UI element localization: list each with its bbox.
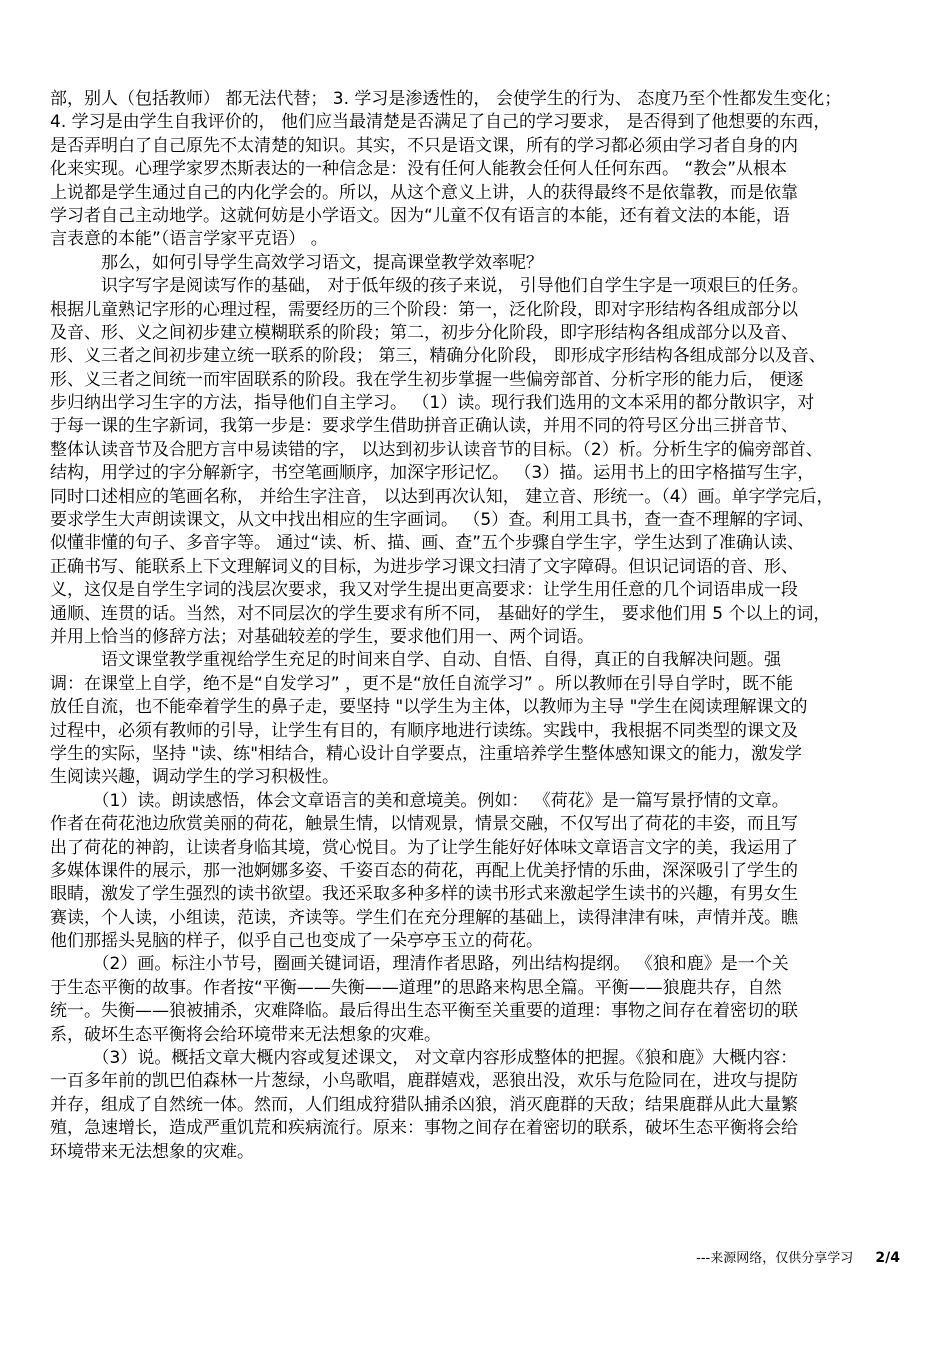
text-line: 作者在荷花池边欣赏美丽的荷花，触景生情，以情观景，情景交融，不仅写出了荷花的丰姿，而且写 (50, 814, 798, 835)
text-line: 4. 学习是由学生自我评价的， 他们应当最清楚是否满足了自己的学习要求， 是否得到了他想要的东西， (50, 112, 831, 133)
text-line: 同时口述相应的笔画名称， 并给生字注音， 以达到再次认知， 建立音、形统一。（4）画。单字学完后， (50, 486, 834, 507)
text-line: （3）说。概括文章大概内容或复述课文， 对文章内容形成整体的把握。《狼和鹿》大概内容： (50, 1048, 798, 1069)
text-line: 是否弄明白了自己原先不太清楚的知识。其实，不只是语文课，所有的学习都必须由学习者自身的内 (50, 135, 798, 156)
text-line: 多媒体课件的展示，那一池婀娜多姿、千姿百态的荷花，再配上优美抒情的乐曲，深深吸引了学生的 (50, 860, 798, 881)
text-line: 统一。失衡——狼被捕杀，灾难降临。最后得出生态平衡至关重要的道理：事物之间存在着密切的联 (50, 1001, 798, 1022)
text-line: 于每一课的生字新词，我第一步是：要求学生借助拼音正确认读，并用不同的符号区分出三拼音节、 (50, 416, 798, 437)
text-line: 学生的实际，坚持 "读、练"相结合，精心设计自学要点，注重培养学生整体感知课文的能力，激发学 (50, 743, 803, 764)
text-line: 形、义三者之间统一而牢固联系的阶段。我在学生初步掌握一些偏旁部首、分析字形的能力后， 便逐 (50, 369, 804, 390)
text-line: 一百多年前的凯巴伯森林一片葱绿，小鸟歌唱，鹿群嬉戏，恶狼出没，欢乐与危险同在，进攻与提防 (50, 1071, 798, 1092)
text-line: 通顺、连贯的话。当然，对不同层次的学生要求有所不同， 基础好的学生， 要求他们用 5 个以上的词， (50, 603, 831, 624)
text-line: 调：在课堂上自学，绝不是“自发学习” ，更不是“放任自流学习” 。所以教师在引导自学时，既不能 (50, 673, 794, 694)
text-line: 形、义三者之间初步建立统一联系的阶段； 第三，精确分化阶段， 即形成字形结构各组成部分以及音、 (50, 346, 826, 367)
text-line: 学习者自己主动地学。这就何妨是小学语文。因为“儿童不仅有语言的本能，还有着文法的本能，语 (50, 205, 790, 226)
text-line: 于生态平衡的故事。作者按“平衡——失衡——道理”的思路来构思全篇。平衡——狼鹿共存，自然 (50, 977, 782, 998)
text-line: 那么，如何引导学生高效学习语文，提高课堂教学效率呢？ (50, 252, 543, 273)
text-line: 要求学生大声朗读课文，从文中找出相应的生字画词。 （5）查。利用工具书，查一查不理解的字词、 (50, 510, 815, 531)
text-line: 并存，组成了自然统一体。然而，人们组成狩猎队捕杀凶狼，消灭鹿群的天敌；结果鹿群从此大量繁 (50, 1094, 798, 1115)
text-line: 及音、形、义之间初步建立模糊联系的阶段；第二，初步分化阶段，即字形结构各组成部分以及音、 (50, 322, 798, 343)
text-line: （2）画。标注小节号，圈画关键词语，理清作者思路，列出结构提纲。 《狼和鹿》是一个关 (50, 954, 789, 975)
text-line: 过程中，必须有教师的引导，让学生有目的，有顺序地进行读练。实践中，我根据不同类型的课文及 (50, 720, 798, 741)
text-line: 化来实现。心理学家罗杰斯表达的一种信念是：没有任何人能教会任何人任何东西。 “教会”从根本 (50, 159, 788, 180)
footer-source: ---来源网络，仅供分享学习 (696, 1251, 854, 1266)
text-line: 上说都是学生通过自己的内化学会的。所以，从这个意义上讲，人的获得最终不是依靠教，而是依靠 (50, 182, 798, 203)
page-number: 2/4 (875, 1250, 900, 1266)
text-line: 言表意的本能”（语言学家平克语） 。 (50, 229, 328, 250)
text-line: 正确书写、能联系上下文理解词义的目标，为进步学习课文扫清了文字障碍。但识记词语的音、形、 (50, 556, 798, 577)
text-line: 部，别人（包括教师） 都无法代替； 3. 学习是渗透性的， 会使学生的行为、 态度乃至个性都发生变化； (50, 89, 842, 109)
text-line: 他们那摇头晃脑的样子，似乎自己也变成了一朵亭亭玉立的荷花。 (50, 931, 543, 952)
document-body (50, 88, 900, 1164)
text-line: 生阅读兴趣，调动学生的学习积极性。 (50, 767, 339, 788)
text-line: （1）读。朗读感悟，体会文章语言的美和意境美。例如： 《荷花》是一篇写景抒情的文章。 (50, 790, 789, 811)
text-line: 步归纳出学习生字的方法，指导他们自主学习。 （1）读。现行我们选用的文本采用的都分散识字，对 (50, 393, 815, 414)
text-line: 环境带来无法想象的灾难。 (50, 1141, 254, 1162)
text-line: 义，这仅是自学生字词的浅层次要求，我又对学生提出更高要求：让学生用任意的几个词语串成一段 (50, 580, 798, 601)
text-line: 结构，用学过的字分解新字，书空笔画顺序，加深字形记忆。 （3）描。运用书上的田字格描写生字， (50, 463, 815, 484)
page-footer (600, 1249, 900, 1268)
text-line: 似懂非懂的句子、多音字等。 通过“读、析、描、画、查”五个步骤自学生字，学生达到了准确认读、 (50, 533, 805, 554)
text-line: 放任自流，也不能牵着学生的鼻子走，要坚持 "以学生为主体，以教师为主导 "学生在阅读理解课文的 (50, 697, 808, 718)
text-line: 识字写字是阅读写作的基础， 对于低年级的孩子来说， 引导他们自学生字是一项艰巨的任务。 (50, 276, 809, 297)
text-line: 整体认读音节及合肥方言中易读错的字， 以达到初步认读音节的目标。（2）析。分析生字的偏旁部首、 (50, 439, 823, 460)
text-line: 殖，急速增长，造成严重饥荒和疾病流行。原来：事物之间存在着密切的联系，破坏生态平衡将会给 (50, 1118, 798, 1139)
text-line: 语文课堂教学重视给学生充足的时间来自学、自动、自悟、自得，真正的自我解决问题。强 (50, 650, 781, 671)
text-line: 并用上恰当的修辞方法；对基础较差的学生，要求他们用一、两个词语。 (50, 626, 594, 647)
text-line: 赛读，个人读，小组读，范读，齐读等。学生们在充分理解的基础上，读得津津有味，声情并茂。瞧 (50, 907, 798, 928)
text-line: 根据儿童熟记字形的心理过程，需要经历的三个阶段：第一，泛化阶段，即对字形结构各组成部分以 (50, 299, 798, 320)
text-line: 系，破坏生态平衡将会给环境带来无法想象的灾难。 (50, 1024, 441, 1045)
text-line: 眼睛，激发了学生强烈的读书欲望。我还采取多种多样的读书形式来激起学生读书的兴趣，有男女生 (50, 884, 798, 905)
text-line: 出了荷花的神韵，让读者身临其境，赏心悦目。为了让学生能好好体味文章语言文字的美，我运用了 (50, 837, 798, 858)
